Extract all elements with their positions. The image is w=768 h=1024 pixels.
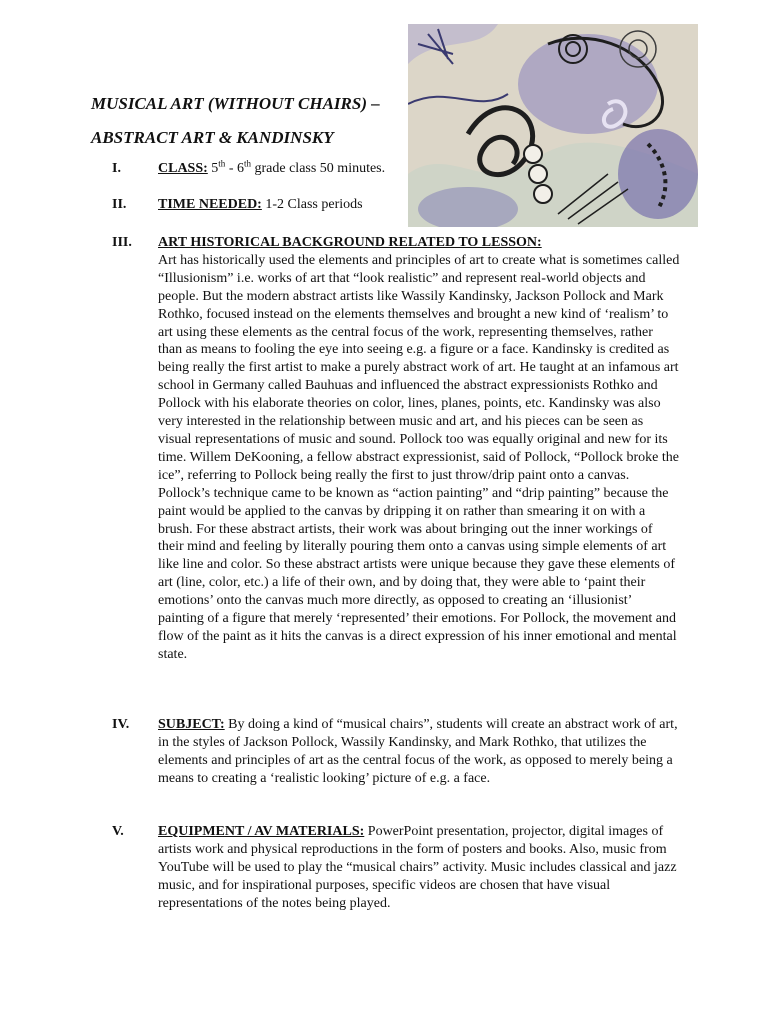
section-time — [158, 197, 363, 213]
document-title-line-1: MUSICAL ART (WITHOUT CHAIRS) – — [91, 94, 380, 113]
class-sup-a: th — [218, 158, 226, 169]
section-heading-background: ART HISTORICAL BACKGROUND RELATED TO LESSON: — [158, 235, 542, 250]
section-heading-subject: SUBJECT: — [158, 717, 225, 732]
section-heading-equipment: EQUIPMENT / AV MATERIALS: — [158, 824, 365, 839]
section-number-equipment: V. — [112, 824, 124, 839]
section-number-background: III. — [112, 235, 132, 250]
section-heading-time: TIME NEEDED: — [158, 197, 262, 212]
class-sup-b: th — [243, 158, 251, 169]
document-title-line-2: ABSTRACT ART & KANDINSKY — [91, 128, 334, 147]
section-heading-class: CLASS: — [158, 161, 208, 176]
background-paragraph: Art has historically used the elements and principles of art to create what is sometimes called “Illusionism” i.e. works of art that “look realistic” and represent real-world objects and people. But the modern abstract artists like Wassily Kandinsky, Jackson Pollock and Mark Rothko, focused instead on the elements themselves and brought a new kind of ‘realism’ to art using these elements as the central focus of the work, representing themselves, rather than as means to fooling the eye into seeing e.g. a figure or a face. Kandinsky is credited as being really the first artist to make a purely abstract work of art. He taught at an infamous art school in Germany called Bauhuas and influenced the abstract expressionists Rothko and Pollock with his elaborate theories on color, lines, planes, points, etc. Kandinsky was also very interested in the relationship between music and art, and his pieces can be seen as visual representations of music and sound. Pollock too was equally original and new for its time. Willem DeKooning, a fellow abstract expressionist, said of Pollock, “Pollock broke the ice”, referring to Pollock being really the first to just throw/drip paint onto a canvas. Pollock’s technique came to be known as “action painting” and “drip painting” because the paint would be applied to the canvas by dripping it on rather than smearing it on with a brush. For these abstract artists, their work was about bringing out the inner workings of their mind and feeling by literally pouring them onto a canvas using simple elements of art like line and color. So these abstract artists were unique because they gave these elements of art (line, color, etc.) a life of their own, and by doing that, they were able to ‘paint their emotions’ onto the canvas much more directly, as opposed to creating an ‘illusionist’ painting of a figure that merely ‘represented’ their emotions. For Pollock, the movement and flow of the paint as it hits the canvas is a direct expression of his inner emotional and mental state. — [158, 252, 680, 662]
subject-paragraph: By doing a kind of “musical chairs”, students will create an abstract work of art, in the styles of Jackson Pollock, Wassily Kandinsky, and Mark Rothko, that utilizes the elements and principles of art as the central focus of the work, as opposed to merely being a means to creating a ‘realistic looking’ picture of e.g. a face. — [158, 717, 678, 786]
abstract-artwork-image — [408, 24, 698, 227]
section-number-subject: IV. — [112, 717, 130, 732]
section-background — [158, 234, 680, 664]
class-text-a: 5 — [207, 161, 219, 176]
section-number-time: II. — [112, 197, 127, 212]
equipment-paragraph: PowerPoint presentation, projector, digital images of artists work and physical reproductions in the form of posters and books. Also, music from YouTube will be used to play the “musical chairs” activity. Music includes classical and jazz music, and for inspirational purposes, specific videos are chosen that have visual representations of the notes being played. — [158, 824, 677, 911]
class-text-b: - 6 — [225, 161, 244, 176]
section-equipment — [158, 823, 680, 913]
section-subject — [158, 716, 680, 788]
section-class — [158, 158, 386, 177]
time-text: 1-2 Class periods — [261, 197, 363, 212]
section-number-class: I. — [112, 161, 121, 176]
class-text-c: grade class 50 minutes. — [251, 161, 386, 176]
